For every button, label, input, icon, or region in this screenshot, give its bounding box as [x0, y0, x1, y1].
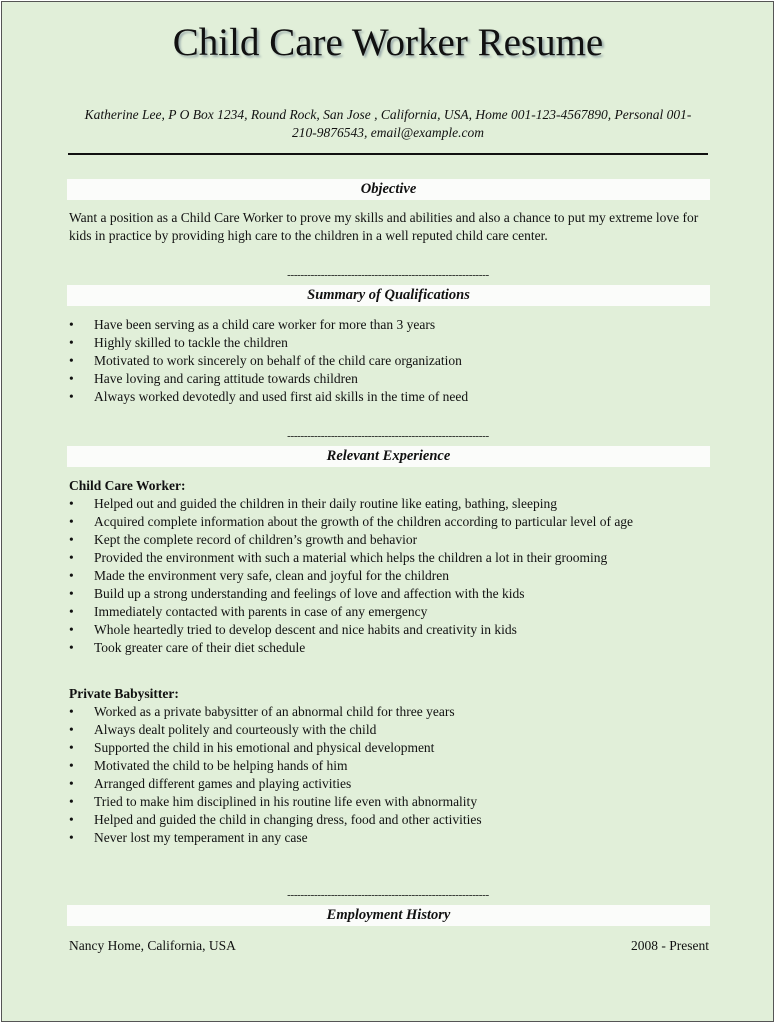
list-item: [69, 639, 714, 657]
list-item-text: Provided the environment with such a material which helps the children a lot in their grooming: [94, 550, 608, 565]
list-item-text: Arranged different games and playing activities: [94, 776, 352, 791]
bullet-icon: •: [69, 496, 74, 511]
header-rule: [68, 153, 708, 155]
summary-list: [69, 316, 714, 406]
bullet-icon: •: [69, 586, 74, 601]
list-item-text: Whole heartedly tried to develop descent and nice habits and creativity in kids: [94, 622, 517, 637]
bullet-icon: •: [69, 532, 74, 547]
bullet-icon: •: [69, 317, 74, 332]
list-item-text: Helped out and guided the children in their daily routine like eating, bathing, sleeping: [94, 496, 558, 511]
list-item-text: Took greater care of their diet schedule: [94, 640, 306, 655]
bullet-icon: •: [69, 776, 74, 791]
bullet-icon: •: [69, 740, 74, 755]
list-item-text: Kept the complete record of children’s growth and behavior: [94, 532, 418, 547]
list-item: [69, 531, 714, 549]
list-item: [69, 513, 714, 531]
summary-heading: Summary of Qualifications: [67, 285, 710, 306]
list-item-text: Have loving and caring attitude towards children: [94, 371, 358, 386]
bullet-icon: •: [69, 389, 74, 404]
list-item-text: Acquired complete information about the growth of the children according to particular level of age: [94, 514, 634, 529]
list-item-text: Supported the child in his emotional and physical development: [94, 740, 435, 755]
section-divider: ------------------------------------------------------------: [287, 430, 489, 442]
list-item: [69, 370, 714, 388]
list-item-text: Build up a strong understanding and feelings of love and affection with the kids: [94, 586, 525, 601]
list-item: [69, 757, 714, 775]
list-item: [69, 703, 714, 721]
bullet-icon: •: [69, 604, 74, 619]
employer: Nancy Home, California, USA: [69, 938, 236, 953]
list-item: [69, 739, 714, 757]
job-title: Private Babysitter:: [69, 686, 179, 701]
list-item: [69, 567, 714, 585]
contact-line-1: Katherine Lee, P O Box 1234, Round Rock, San Jose , California, USA, Home 001-123-4567890, Personal 001-: [84, 107, 692, 122]
objective-text: Want a position as a Child Care Worker to prove my skills and abilities and also a chance to put my extreme love for kids in practice by providing high care to the children in a well reputed child care center.: [69, 210, 699, 243]
bullet-icon: •: [69, 568, 74, 583]
list-item-text: Always dealt politely and courteously with the child: [94, 722, 377, 737]
list-item-text: Have been serving as a child care worker for more than 3 years: [94, 317, 436, 332]
job-private-babysitter: [69, 685, 714, 847]
list-item-text: Always worked devotedly and used first aid skills in the time of need: [94, 389, 469, 404]
list-item: [69, 775, 714, 793]
section-divider: ------------------------------------------------------------: [287, 269, 489, 281]
contact-info: [70, 106, 706, 142]
bullet-icon: •: [69, 704, 74, 719]
list-item-text: Immediately contacted with parents in case of any emergency: [94, 604, 428, 619]
resume-title: Child Care Worker Resume: [172, 21, 604, 64]
bullet-icon: •: [69, 514, 74, 529]
employment-entry: [69, 938, 709, 954]
list-item: [69, 829, 714, 847]
bullet-icon: •: [69, 640, 74, 655]
bullet-icon: •: [69, 550, 74, 565]
bullet-icon: •: [69, 335, 74, 350]
list-item: [69, 811, 714, 829]
bullet-icon: •: [69, 353, 74, 368]
employment-period: 2008 - Present: [631, 938, 709, 953]
bullet-icon: •: [69, 371, 74, 386]
list-item: [69, 721, 714, 739]
list-item: [69, 793, 714, 811]
list-item: [69, 621, 714, 639]
list-item-text: Motivated the child to be helping hands of him: [94, 758, 348, 773]
job-child-care-worker: [69, 477, 714, 657]
job-duties: [69, 495, 714, 657]
list-item: [69, 549, 714, 567]
list-item: [69, 495, 714, 513]
job-duties: [69, 703, 714, 847]
bullet-icon: •: [69, 758, 74, 773]
list-item-text: Highly skilled to tackle the children: [94, 335, 288, 350]
objective-heading: Objective: [67, 179, 710, 200]
list-item-text: Worked as a private babysitter of an abnormal child for three years: [94, 704, 455, 719]
experience-heading: Relevant Experience: [67, 446, 710, 467]
list-item-text: Motivated to work sincerely on behalf of the child care organization: [94, 353, 462, 368]
section-divider: ------------------------------------------------------------: [287, 889, 489, 901]
list-item: [69, 388, 714, 406]
bullet-icon: •: [69, 622, 74, 637]
bullet-icon: •: [69, 794, 74, 809]
list-item: [69, 316, 714, 334]
contact-line-2: 210-9876543, email@example.com: [292, 125, 484, 140]
list-item-text: Tried to make him disciplined in his routine life even with abnormality: [94, 794, 478, 809]
list-item-text: Never lost my temperament in any case: [94, 830, 308, 845]
employment-heading: Employment History: [67, 905, 710, 926]
list-item: [69, 585, 714, 603]
list-item: [69, 352, 714, 370]
job-title: Child Care Worker:: [69, 478, 186, 493]
bullet-icon: •: [69, 722, 74, 737]
list-item: [69, 334, 714, 352]
list-item: [69, 603, 714, 621]
bullet-icon: •: [69, 812, 74, 827]
list-item-text: Helped and guided the child in changing dress, food and other activities: [94, 812, 482, 827]
bullet-icon: •: [69, 830, 74, 845]
list-item-text: Made the environment very safe, clean and joyful for the children: [94, 568, 449, 583]
